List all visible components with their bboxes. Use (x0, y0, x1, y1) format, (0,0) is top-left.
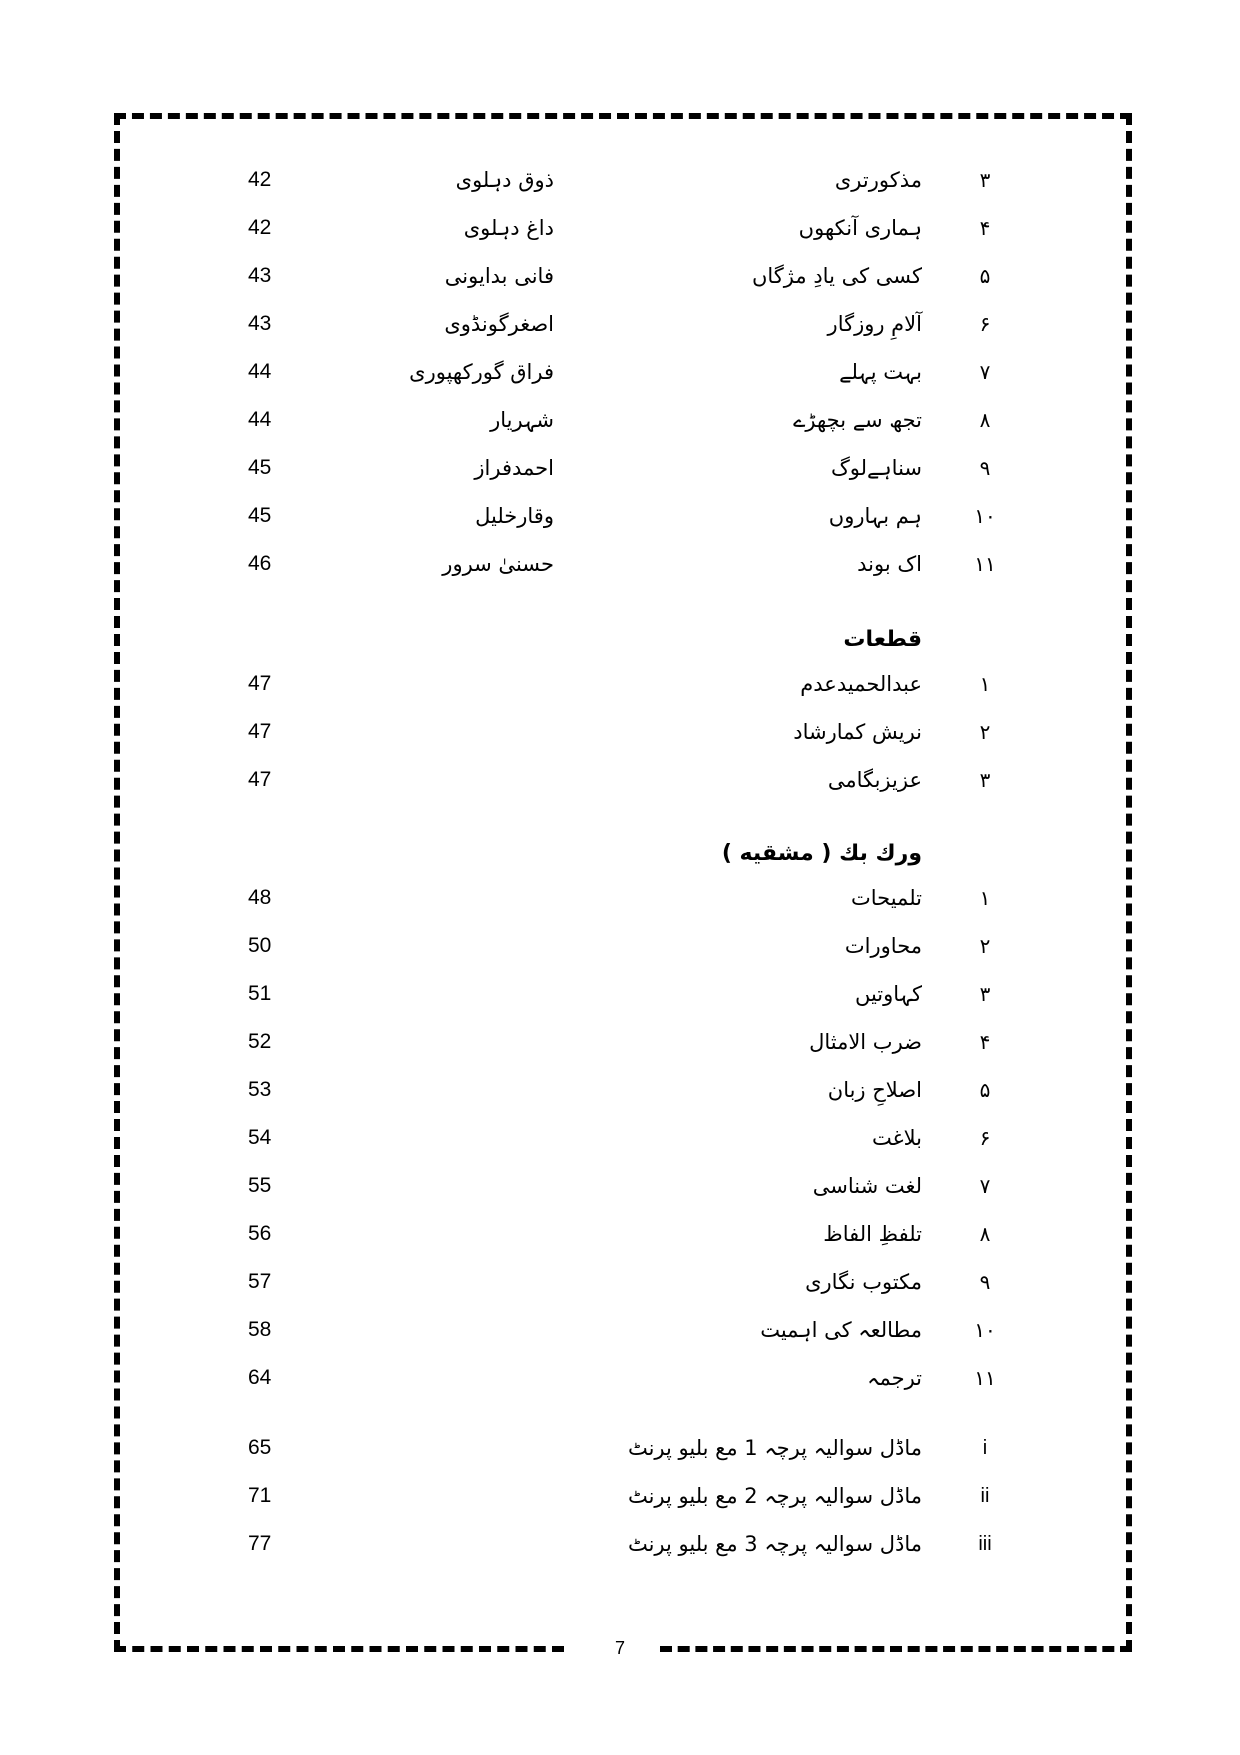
toc-row (0, 256, 1240, 296)
item-page: 65 (248, 1436, 272, 1459)
item-page: 58 (248, 1318, 272, 1341)
toc-row (0, 760, 1240, 800)
item-title: تلمیحات (851, 886, 922, 910)
item-index: ۱۰ (974, 1318, 996, 1342)
item-index: ۵ (979, 1078, 991, 1102)
item-index: iii (978, 1533, 992, 1555)
item-page: 43 (248, 264, 272, 287)
item-page: 47 (248, 672, 272, 695)
item-index: ۱۰ (974, 504, 996, 528)
item-title: مذکورتری (834, 168, 922, 192)
item-poet: شہریار (490, 408, 554, 432)
item-page: 43 (248, 312, 272, 335)
item-poet: وقارخلیل (475, 504, 554, 528)
item-page: 55 (248, 1174, 272, 1197)
item-index: ۱ (979, 886, 991, 910)
item-page: 77 (248, 1532, 272, 1555)
item-index: ۱۱ (974, 1366, 996, 1390)
item-poet: اصغرگونڈوی (444, 312, 554, 336)
item-page: 71 (248, 1484, 272, 1507)
item-poet: احمدفراز (474, 456, 554, 480)
item-page: 54 (248, 1126, 272, 1149)
item-index: ۳ (979, 982, 991, 1006)
item-poet: ذوق دہلوی (455, 168, 554, 192)
toc-row (0, 160, 1240, 200)
border-bottom-left (114, 1646, 564, 1652)
item-title: مکتوب نگاری (805, 1270, 922, 1294)
item-title: آلامِ روزگار (827, 312, 922, 336)
item-title: ضرب الامثال (809, 1030, 922, 1054)
toc-row (0, 496, 1240, 536)
item-index: ۴ (979, 1030, 991, 1054)
item-page: 48 (248, 886, 272, 909)
toc-row (0, 1358, 1240, 1398)
item-index: ۵ (979, 264, 991, 288)
toc-row (0, 544, 1240, 584)
item-page: 45 (248, 456, 272, 479)
item-index: ۸ (979, 408, 991, 432)
item-page: 42 (248, 168, 272, 191)
toc-row (0, 1262, 1240, 1302)
item-poet: فانی بدایونی (444, 264, 554, 288)
item-index: ۶ (979, 1126, 991, 1150)
toc-row (0, 878, 1240, 918)
toc-row (0, 1022, 1240, 1062)
item-page: 56 (248, 1222, 272, 1245)
item-poet: فراق گورکھپوری (409, 360, 554, 384)
item-index: ۶ (979, 312, 991, 336)
item-title: عبدالحمیدعدم (800, 672, 922, 696)
item-title: لغت شناسی (812, 1174, 922, 1198)
toc-row (0, 352, 1240, 392)
toc-row (0, 1118, 1240, 1158)
toc-row (0, 1214, 1240, 1254)
item-index: ۳ (979, 768, 991, 792)
toc-row (0, 400, 1240, 440)
item-page: 46 (248, 552, 272, 575)
item-page: 50 (248, 934, 272, 957)
item-page: 57 (248, 1270, 272, 1293)
item-title: مطالعہ کی اہمیت (760, 1318, 922, 1342)
item-title: تجھ سے بچھڑے (793, 408, 922, 432)
item-title: نریش کمارشاد (793, 720, 922, 744)
item-index: ii (980, 1485, 990, 1507)
toc-row (0, 712, 1240, 752)
toc-row (0, 664, 1240, 704)
item-title: بلاغت (872, 1126, 922, 1150)
toc-row (0, 974, 1240, 1014)
item-poet: حسنیٰ سرور (442, 552, 554, 576)
item-poet: داغ دہلوی (463, 216, 554, 240)
item-page: 64 (248, 1366, 272, 1389)
toc-row (0, 1476, 1240, 1516)
item-index: ۴ (979, 216, 991, 240)
item-index: ۷ (979, 1174, 991, 1198)
item-title: ماڈل سوالیہ پرچہ 2 مع بلیو پرنٹ (627, 1484, 922, 1508)
item-index: i (982, 1437, 988, 1459)
item-title: کہاوتیں (854, 982, 922, 1006)
item-index: ۹ (979, 456, 991, 480)
item-title: سناہےلوگ (831, 456, 922, 480)
item-page: 44 (248, 360, 272, 383)
item-page: 47 (248, 768, 272, 791)
item-index: ۷ (979, 360, 991, 384)
item-page: 53 (248, 1078, 272, 1101)
toc-row (0, 208, 1240, 248)
item-title: کسی کی یادِ مژگاں (751, 264, 922, 288)
item-index: ۹ (979, 1270, 991, 1294)
item-title: عزیزبگامی (827, 768, 922, 792)
item-title: ہم بہاروں (828, 504, 922, 528)
item-title: اک بوند (857, 552, 922, 576)
item-title: ماڈل سوالیہ پرچہ 3 مع بلیو پرنٹ (627, 1532, 922, 1556)
item-page: 47 (248, 720, 272, 743)
item-title: ہماری آنکھوں (798, 216, 922, 240)
toc-row (0, 1428, 1240, 1468)
item-index: ۲ (979, 934, 991, 958)
toc-row (0, 926, 1240, 966)
item-title: اصلاحِ زبان (827, 1078, 922, 1102)
item-title: محاورات (844, 934, 922, 958)
section-heading-row (0, 834, 1240, 874)
page-number: 7 (614, 1638, 625, 1658)
item-page: 52 (248, 1030, 272, 1053)
border-bottom-right (660, 1646, 1132, 1652)
item-index: ۳ (979, 168, 991, 192)
toc-row (0, 1524, 1240, 1564)
item-page: 45 (248, 504, 272, 527)
item-index: ۸ (979, 1222, 991, 1246)
section-heading: ورك بك ( مشقيه ) (721, 841, 922, 866)
item-index: ۱ (979, 672, 991, 696)
item-title: بہت پہلے (839, 360, 922, 384)
section-heading-row (0, 620, 1240, 660)
item-index: ۱۱ (974, 552, 996, 576)
toc-row (0, 304, 1240, 344)
section-heading: قطعات (843, 627, 922, 652)
toc-row (0, 1070, 1240, 1110)
toc-row (0, 1166, 1240, 1206)
item-title: ماڈل سوالیہ پرچہ 1 مع بلیو پرنٹ (627, 1436, 922, 1460)
item-page: 51 (248, 982, 272, 1005)
item-page: 42 (248, 216, 272, 239)
border-top (114, 113, 1132, 119)
toc-row (0, 1310, 1240, 1350)
item-index: ۲ (979, 720, 991, 744)
item-title: تلفظِ الفاظ (823, 1222, 922, 1246)
item-title: ترجمہ (867, 1366, 922, 1390)
toc-row (0, 448, 1240, 488)
item-page: 44 (248, 408, 272, 431)
